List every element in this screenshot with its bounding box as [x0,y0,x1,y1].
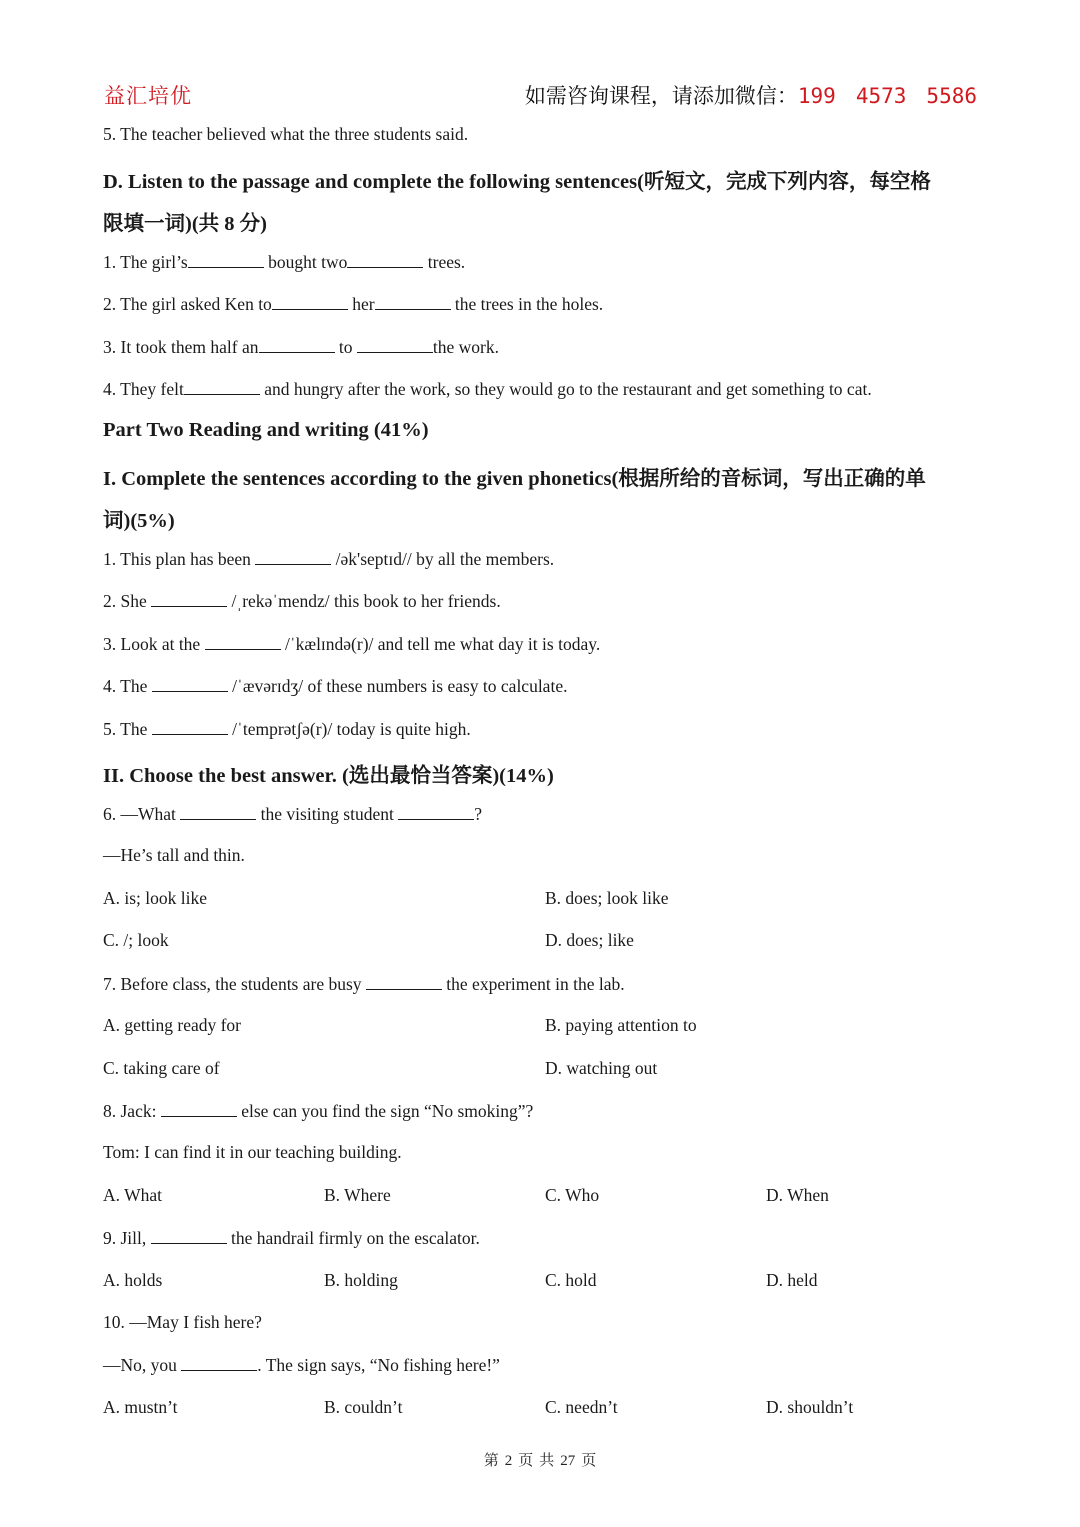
q9-option-b[interactable]: B. holding [324,1270,398,1290]
answer-blank[interactable] [151,590,227,607]
section-d-question-2: 2. The girl asked Ken to her the trees in the holes. [103,294,604,314]
section-ii-heading: II. Choose the best answer. (选出最恰当答案)(14%) [103,765,554,787]
answer-blank[interactable] [259,336,335,353]
answer-blank[interactable] [398,803,474,820]
q6-option-b[interactable]: B. does; look like [545,888,669,908]
q8-option-b[interactable]: B. Where [324,1185,391,1205]
answer-blank[interactable] [188,251,264,268]
section-d-question-3: 3. It took them half an to the work. [103,337,500,357]
q6-option-c[interactable]: C. /; look [103,930,169,950]
phone-part-3: 5586 [926,84,977,108]
question-10-reply: —No, you . The sign says, “No fishing here!” [103,1355,500,1375]
answer-blank[interactable] [375,293,451,310]
section-i-question-5: 5. The /ˈtemprətʃə(r)/ today is quite high. [103,719,471,739]
section-i-heading-line2: 词)(5%) [103,510,175,532]
question-10: 10. —May I fish here? [103,1312,262,1332]
answer-blank[interactable] [161,1100,237,1117]
q9-option-d[interactable]: D. held [766,1270,818,1290]
answer-blank[interactable] [181,1354,257,1371]
q7-option-b[interactable]: B. paying attention to [545,1015,697,1035]
question-6-reply: —He’s tall and thin. [103,845,245,865]
q9-option-c[interactable]: C. hold [545,1270,597,1290]
q7-option-c[interactable]: C. taking care of [103,1058,220,1078]
brand-name: 益汇培优 [104,84,192,108]
q6-option-a[interactable]: A. is; look like [103,888,208,908]
q10-option-c[interactable]: C. needn’t [545,1397,618,1417]
phone-part-2: 4573 [855,84,907,108]
section-d-heading-line1: D. Listen to the passage and complete the following sentences(听短文，完成下列内容，每空格 [103,171,931,193]
q9-option-a[interactable]: A. holds [103,1270,163,1290]
q8-option-d[interactable]: D. When [766,1185,829,1205]
q7-option-a[interactable]: A. getting ready for [103,1015,242,1035]
q10-option-b[interactable]: B. couldn’t [324,1397,403,1417]
answer-blank[interactable] [347,251,423,268]
answer-blank[interactable] [366,973,442,990]
question-8: 8. Jack: else can you find the sign “No smoking”? [103,1101,534,1121]
section-i-question-2: 2. She /ˌrekəˈmendz/ this book to her friends. [103,591,501,611]
page-number: 第 2 页 共 27 页 [483,1453,597,1469]
answer-blank[interactable] [205,633,281,650]
answer-blank[interactable] [151,1227,227,1244]
q10-option-a[interactable]: A. mustn’t [103,1397,178,1417]
q10-option-d[interactable]: D. shouldn’t [766,1397,854,1417]
answer-blank[interactable] [255,548,331,565]
q8-option-a[interactable]: A. What [103,1185,162,1205]
q7-option-d[interactable]: D. watching out [545,1058,658,1078]
question-7: 7. Before class, the students are busy the experiment in the lab. [103,974,625,994]
section-i-question-4: 4. The /ˈævərɪdʒ/ of these numbers is easy to calculate. [103,676,568,696]
contact-label: 如需咨询课程，请添加微信： [524,84,798,108]
answer-blank[interactable] [357,336,433,353]
answer-blank[interactable] [184,378,260,395]
question-6: 6. —What the visiting student ? [103,804,483,824]
answer-blank[interactable] [152,675,228,692]
part-two-heading: Part Two Reading and writing (41%) [103,419,429,441]
question-9: 9. Jill, the handrail firmly on the escalator. [103,1228,480,1248]
answer-blank[interactable] [272,293,348,310]
contact-info [525,80,977,110]
question-8-reply: Tom: I can find it in our teaching building. [103,1142,402,1162]
q8-option-c[interactable]: C. Who [545,1185,600,1205]
answer-blank[interactable] [152,718,228,735]
q6-option-d[interactable]: D. does; like [545,930,634,950]
prev-question-5: 5. The teacher believed what the three students said. [103,124,469,144]
section-d-heading-line2: 限填一词)(共 8 分) [103,213,267,235]
section-d-question-4: 4. They felt and hungry after the work, so they would go to the restaurant and get something to cat. [103,379,872,399]
answer-blank[interactable] [180,803,256,820]
section-i-heading-line1: I. Complete the sentences according to the given phonetics(根据所给的音标词，写出正确的单 [103,468,926,490]
section-i-question-1: 1. This plan has been /ək'septɪd// by all the members. [103,549,555,569]
phone-part-1: 199 [797,84,836,108]
section-d-question-1: 1. The girl’s bought two trees. [103,252,466,272]
section-i-question-3: 3. Look at the /ˈkælɪndə(r)/ and tell me what day it is today. [103,634,601,654]
